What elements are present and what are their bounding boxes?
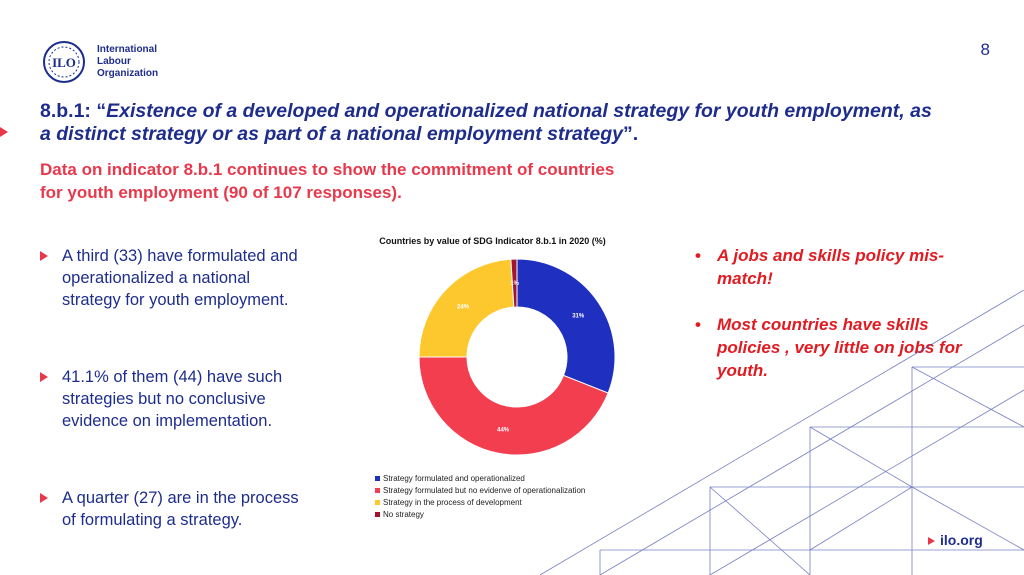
bullet-dot-icon: •	[695, 315, 701, 334]
slide-subtitle: Data on indicator 8.b.1 continues to show the commitment of countries for youth employment (90 of 107 responses).	[40, 160, 615, 202]
bullet-arrow-icon	[40, 493, 48, 503]
logo-line: International	[97, 44, 158, 55]
legend-label: Strategy formulated and operationalized	[383, 474, 525, 483]
slice-label: 1%	[510, 281, 520, 288]
bullet-arrow-icon	[40, 372, 48, 382]
logo-text	[97, 44, 158, 80]
title-italic: Existence of a developed and operationalized national strategy for youth employment, as a distinct strategy or as part of a national employment strategy	[40, 100, 932, 145]
legend-item	[375, 498, 522, 508]
logo-line: Labour	[97, 56, 131, 67]
bullet-item	[40, 487, 310, 531]
legend-swatch	[375, 488, 380, 493]
legend-label: Strategy in the process of development	[383, 498, 522, 507]
bullet-text: 41.1% of them (44) have such strategies but no conclusive evidence on implementation.	[62, 368, 283, 430]
key-point	[695, 244, 995, 290]
ilo-org-link[interactable]	[928, 532, 983, 548]
bullet-item	[40, 366, 310, 432]
slice-label: 24%	[457, 304, 470, 311]
page-number: 8	[980, 40, 990, 59]
chart-title: Countries by value of SDG Indicator 8.b.1 in 2020 (%)	[379, 236, 606, 246]
legend-label: Strategy formulated but no evidenve of operationalization	[383, 486, 586, 495]
slice-label: 31%	[572, 313, 585, 320]
bullet-text: A third (33) have formulated and operationalized a national strategy for youth employment.	[62, 247, 298, 309]
legend-swatch	[375, 500, 380, 505]
edge-arrow-icon	[0, 127, 8, 137]
footer-link-text: ilo.org	[940, 532, 983, 548]
legend-item	[375, 474, 525, 484]
logo-mark: ILO	[52, 55, 76, 70]
bullet-item	[40, 245, 310, 311]
legend-item	[375, 510, 424, 520]
bullet-dot-icon: •	[695, 246, 701, 265]
logo-line: Organization	[97, 68, 159, 79]
bullet-text: A quarter (27) are in the process of formulating a strategy.	[62, 489, 299, 529]
link-arrow-icon	[928, 537, 935, 545]
slice-label: 44%	[497, 427, 510, 434]
slide-title	[40, 100, 940, 146]
legend-swatch	[375, 512, 380, 517]
bullet-arrow-icon	[40, 251, 48, 261]
legend-swatch	[375, 476, 380, 481]
legend-label: No strategy	[383, 510, 424, 519]
key-point-text: Most countries have skills policies , very little on jobs for youth.	[717, 315, 962, 380]
title-prefix: 8.b.1: “	[40, 100, 107, 122]
key-point-text: A jobs and skills policy mis-match!	[717, 246, 945, 288]
title-suffix: ”.	[622, 123, 639, 145]
